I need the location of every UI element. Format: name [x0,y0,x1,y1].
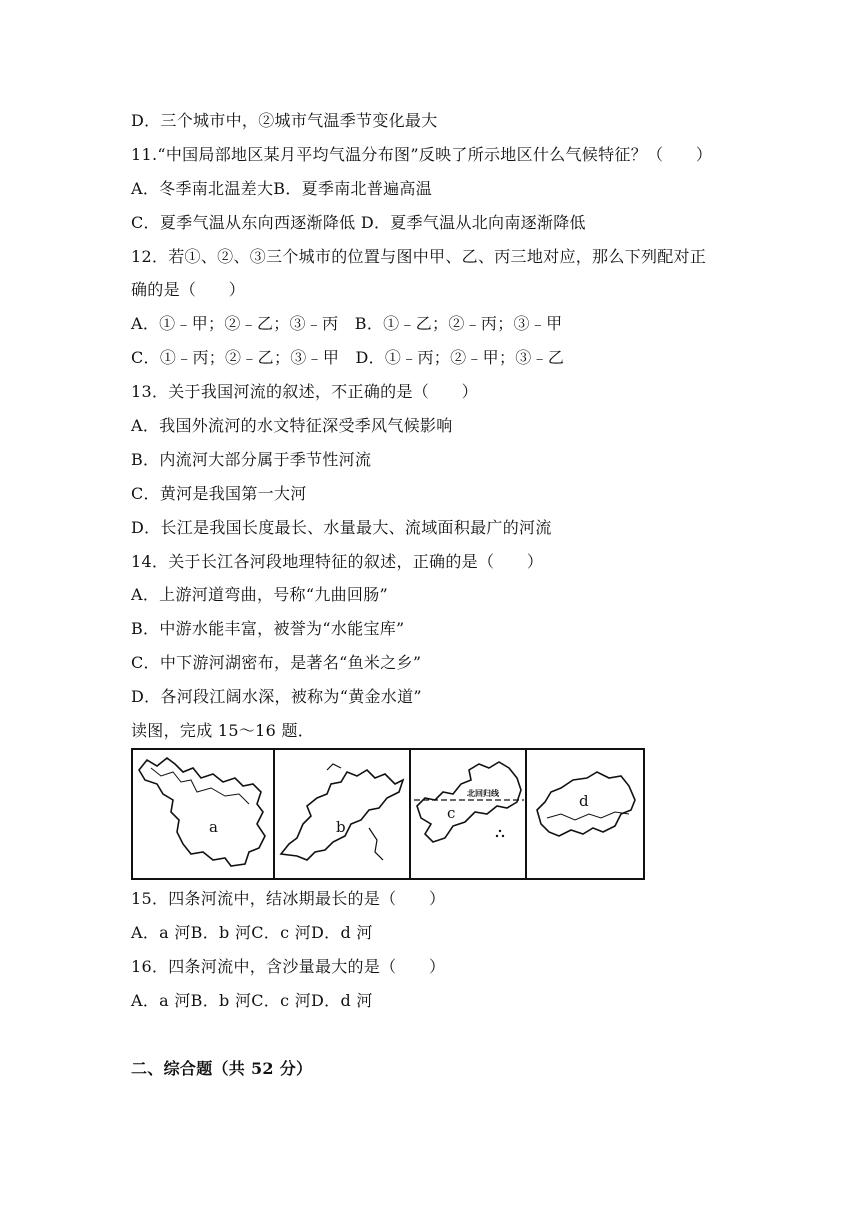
question-16: 16．四条河流中，含沙量最大的是（ ） [131,957,446,976]
question-13: 13．关于我国河流的叙述，不正确的是（ ） [131,382,478,401]
label-a: a [209,818,218,836]
figure-instruction: 读图，完成 15～16 题． [131,721,315,740]
question-12: 12．若①、②、③三个城市的位置与图中甲、乙、丙三地对应，那么下列配对正 [131,247,707,266]
label-b: b [336,818,346,836]
option-d-q14: D．各河段江阔水深，被称为“黄金水道” [131,687,422,706]
tropic-of-cancer-label: 北回归线 [467,789,499,798]
question-15: 15．四条河流中，结冰期最长的是（ ） [131,889,446,908]
label-c: c [447,804,456,822]
options-q16: A．a 河B．b 河C．c 河D．d 河 [131,991,373,1010]
question-14: 14．关于长江各河段地理特征的叙述，正确的是（ ） [131,552,544,571]
label-d: d [579,792,589,810]
options-q15: A．a 河B．b 河C．c 河D．d 河 [131,923,373,942]
option-a-q14: A．上游河道弯曲，号称“九曲回肠” [131,585,389,604]
options-q11-ab: A．冬季南北温差大B．夏季南北普遍高温 [131,179,433,198]
option-d-q10: D．三个城市中，②城市气温季节变化最大 [131,111,438,130]
section-title: 二、综合题（共 52 分） [131,1059,313,1078]
river-basin-maps-figure [131,748,645,880]
question-11: 11.“中国局部地区某月平均气温分布图”反映了所示地区什么气候特征？（ ） [131,145,713,164]
options-q12-ab: A．①﹣甲；②﹣乙；③﹣丙 B．①﹣乙；②﹣丙；③﹣甲 [131,314,563,333]
option-d-q13: D．长江是我国长度最长、水量最大、流域面积最广的河流 [131,518,552,537]
option-c-q14: C．中下游河湖密布，是著名“鱼米之乡” [131,653,422,672]
question-12-cont: 确的是（ ） [131,280,246,299]
option-a-q13: A．我国外流河的水文特征深受季风气候影响 [131,416,453,435]
options-q12-cd: C．①﹣丙；②﹣乙；③﹣甲 D．①﹣丙；②﹣甲；③﹣乙 [131,348,565,367]
option-b-q13: B．内流河大部分属于季节性河流 [131,450,372,469]
option-c-q13: C．黄河是我国第一大河 [131,484,307,503]
options-q11-cd: C．夏季气温从东向西逐渐降低 D．夏季气温从北向南逐渐降低 [131,213,586,232]
option-b-q14: B．中游水能丰富，被誉为“水能宝库” [131,619,405,638]
